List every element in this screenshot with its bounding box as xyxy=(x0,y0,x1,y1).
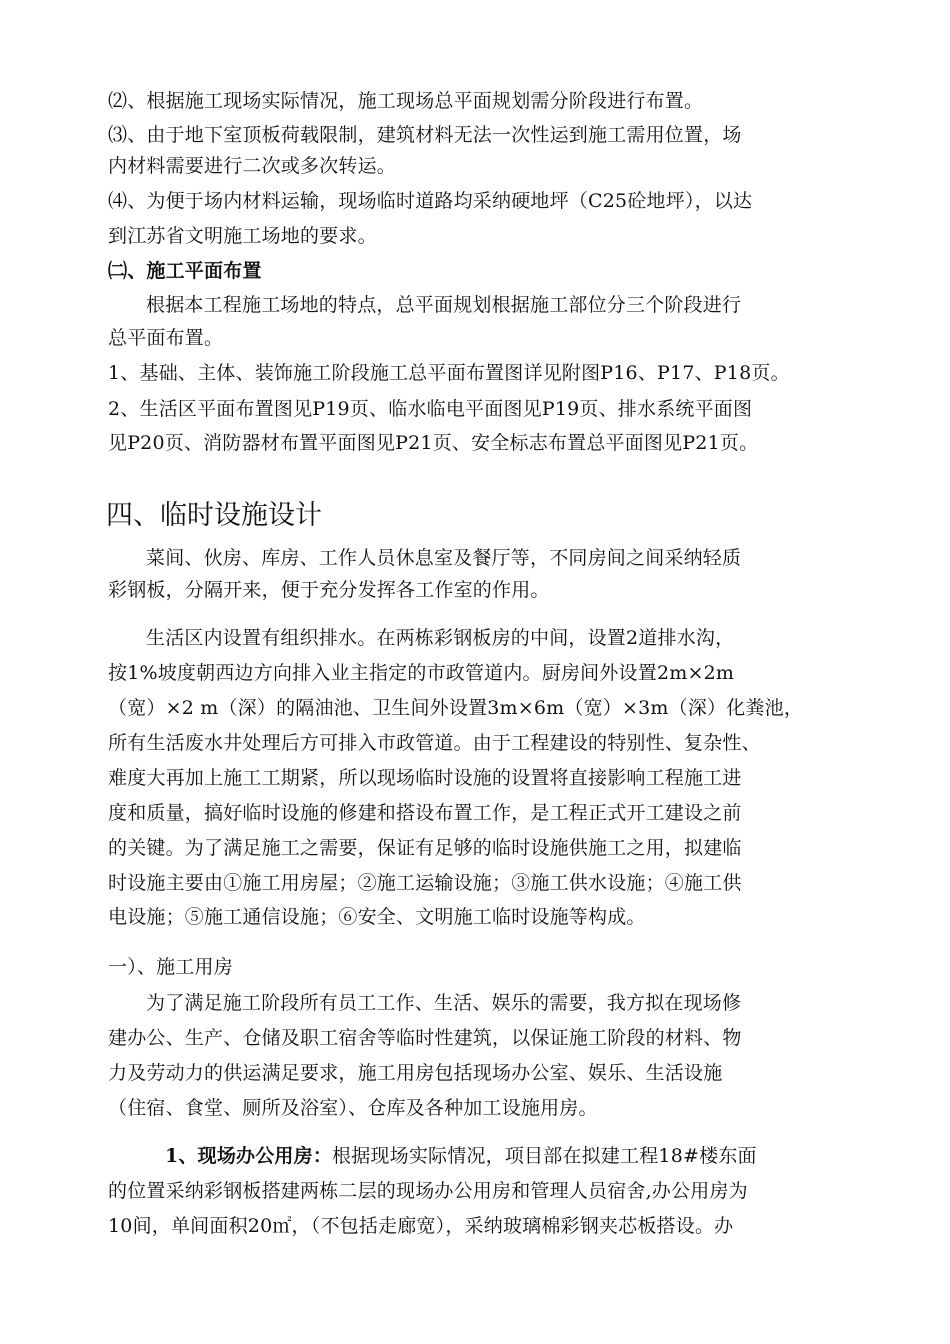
item-first-line xyxy=(165,1141,757,1171)
paragraph-line: （住宿、食堂、厕所及浴室）、仓库及各种加工设施用房。 xyxy=(108,1097,598,1119)
subsection-heading: 一）、施工用房 xyxy=(108,956,233,978)
item-label: 1、现场办公用房： xyxy=(165,1145,333,1167)
item-text: 根据现场实际情况，项目部在拟建工程18#楼东面 xyxy=(332,1145,757,1167)
paragraph-line: 10间，单间面积20㎡，（不包括走廊宽），采纳玻璃棉彩钢夹芯板搭设。办 xyxy=(108,1215,734,1237)
paragraph-line: 总平面布置。 xyxy=(108,327,224,349)
list-item: ⑷、为便于场内材料运输，现场临时道路均采纳硬地坪（C25砼地坪），以达 xyxy=(108,190,753,212)
list-item: 内材料需要进行二次或多次转运。 xyxy=(108,155,397,177)
paragraph-line: 生活区内设置有组织排水。在两栋彩钢板房的中间，设置2道排水沟， xyxy=(146,627,735,649)
paragraph-line: 难度大再加上施工工期紧，所以现场临时设施的设置将直接影响工程施工进 xyxy=(108,767,742,789)
paragraph-line: 时设施主要由①施工用房屋；②施工运输设施；③施工供水设施；④施工供 xyxy=(108,872,742,894)
paragraph-line: 按1%坡度朝西边方向排入业主指定的市政管道内。厨房间外设置2m×2m xyxy=(108,662,735,684)
list-item: 1、基础、主体、装饰施工阶段施工总平面布置图详见附图P16、P17、P18页。 xyxy=(108,362,790,384)
paragraph-line: 菜间、伙房、库房、工作人员休息室及餐厅等，不同房间之间采纳轻质 xyxy=(146,547,742,569)
paragraph-line: 力及劳动力的供运满足要求，施工用房包括现场办公室、娱乐、生活设施 xyxy=(108,1062,723,1084)
chapter-title: 四、临时设施设计 xyxy=(106,500,322,531)
list-item: 见P20页、消防器材布置平面图见P21页、安全标志布置总平面图见P21页。 xyxy=(108,432,759,454)
paragraph-line: 度和质量，搞好临时设施的修建和搭设布置工作，是工程正式开工建设之前 xyxy=(108,802,742,824)
paragraph-line: 的关键。为了满足施工之需要，保证有足够的临时设施供施工之用，拟建临 xyxy=(108,837,742,859)
paragraph-line: 电设施；⑤施工通信设施；⑥安全、文明施工临时设施等构成。 xyxy=(108,906,646,928)
paragraph-line: 彩钢板，分隔开来，便于充分发挥各工作室的作用。 xyxy=(108,579,550,601)
paragraph-line: 为了满足施工阶段所有员工工作、生活、娱乐的需要，我方拟在现场修 xyxy=(146,992,742,1014)
paragraph-line: （宽）×2 m（深）的隔油池、卫生间外设置3m×6m（宽）×3m（深）化粪池， xyxy=(108,697,804,719)
section-heading: ㈡、施工平面布置 xyxy=(108,260,262,282)
paragraph-line: 的位置采纳彩钢板搭建两栋二层的现场办公用房和管理人员宿舍,办公用房为 xyxy=(108,1180,748,1202)
list-item: ⑶、由于地下室顶板荷载限制，建筑材料无法一次性运到施工需用位置，场 xyxy=(108,124,742,146)
list-item: 2、生活区平面布置图见P19页、临水临电平面图见P19页、排水系统平面图 xyxy=(108,398,753,420)
list-item: ⑵、根据施工现场实际情况，施工现场总平面规划需分阶段进行布置。 xyxy=(108,90,704,112)
list-item: 到江苏省文明施工场地的要求。 xyxy=(108,225,377,247)
paragraph-line: 建办公、生产、仓储及职工宿舍等临时性建筑，以保证施工阶段的材料、物 xyxy=(108,1027,742,1049)
paragraph-line: 所有生活废水井处理后方可排入市政管道。由于工程建设的特别性、复杂性、 xyxy=(108,732,761,754)
paragraph-line: 根据本工程施工场地的特点，总平面规划根据施工部位分三个阶段进行 xyxy=(146,294,742,316)
